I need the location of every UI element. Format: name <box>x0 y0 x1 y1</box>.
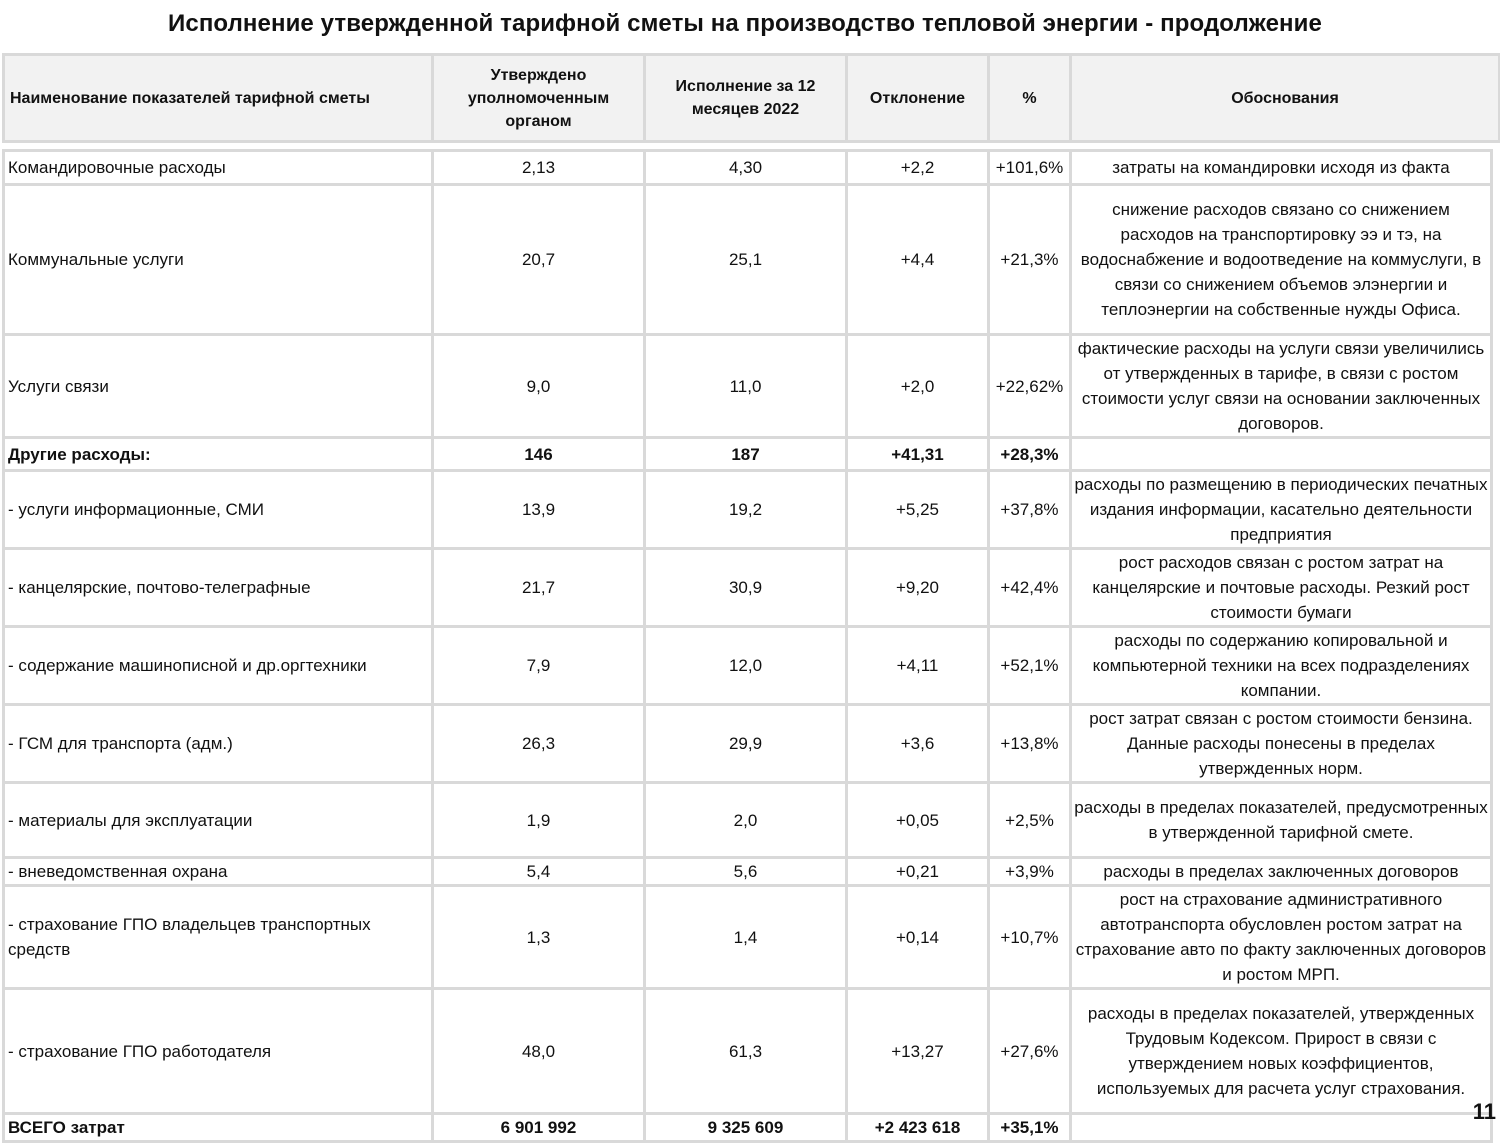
row-deviation: +0,05 <box>847 783 989 858</box>
row-deviation: +2 423 618 <box>847 1114 989 1142</box>
page-title: Исполнение утвержденной тарифной сметы на производство тепловой энергии - продолжение <box>168 10 1322 37</box>
row-actual: 12,0 <box>645 627 847 705</box>
row-deviation: +4,4 <box>847 185 989 335</box>
row-approved: 5,4 <box>433 858 645 886</box>
table-row <box>4 989 1492 1114</box>
row-actual: 4,30 <box>645 151 847 185</box>
row-actual: 25,1 <box>645 185 847 335</box>
page-number: 11 <box>1472 1099 1496 1124</box>
row-name: Коммунальные услуги <box>4 185 433 335</box>
row-basis: расходы в пределах показателей, предусмотренных в утвержденной тарифной смете. <box>1071 783 1492 858</box>
row-actual: 9 325 609 <box>645 1114 847 1142</box>
row-basis: рост затрат связан с ростом стоимости бензина. Данные расходы понесены в пределах утвержденных норм. <box>1071 705 1492 783</box>
row-basis: расходы по содержанию копировальной и компьютерной техники на всех подразделениях компании. <box>1071 627 1492 705</box>
row-name: - вневедомственная охрана <box>4 858 433 886</box>
row-deviation: +13,27 <box>847 989 989 1114</box>
row-basis: расходы в пределах заключенных договоров <box>1071 858 1492 886</box>
header-approved: Утверждено уполномоченным органом <box>433 55 645 142</box>
row-name: Командировочные расходы <box>4 151 433 185</box>
row-basis: расходы по размещению в периодических печатных издания информации, касательно деятельности предприятия <box>1071 471 1492 549</box>
row-percent: +10,7% <box>989 886 1071 989</box>
row-percent: +35,1% <box>989 1114 1071 1142</box>
row-actual: 19,2 <box>645 471 847 549</box>
row-deviation: +4,11 <box>847 627 989 705</box>
row-deviation: +5,25 <box>847 471 989 549</box>
row-name: - страхование ГПО владельцев транспортных средств <box>4 886 433 989</box>
row-percent: +42,4% <box>989 549 1071 627</box>
table-row <box>4 151 1492 185</box>
row-name: - услуги информационные, СМИ <box>4 471 433 549</box>
row-approved: 13,9 <box>433 471 645 549</box>
row-approved: 6 901 992 <box>433 1114 645 1142</box>
row-basis: рост на страхование административного автотранспорта обусловлен ростом затрат на страхование авто по факту заключенных договоров и ростом МРП. <box>1071 886 1492 989</box>
row-name: ВСЕГО затрат <box>4 1114 433 1142</box>
row-name: - содержание машинописной и др.оргтехники <box>4 627 433 705</box>
row-percent: +28,3% <box>989 438 1071 471</box>
row-percent: +27,6% <box>989 989 1071 1114</box>
row-percent: +21,3% <box>989 185 1071 335</box>
row-approved: 26,3 <box>433 705 645 783</box>
row-approved: 48,0 <box>433 989 645 1114</box>
row-name: Другие расходы: <box>4 438 433 471</box>
row-basis: рост расходов связан с ростом затрат на канцелярские и почтовые расходы. Резкий рост стоимости бумаги <box>1071 549 1492 627</box>
row-name: Услуги связи <box>4 335 433 438</box>
row-percent: +37,8% <box>989 471 1071 549</box>
row-approved: 7,9 <box>433 627 645 705</box>
row-basis <box>1071 438 1492 471</box>
row-approved: 146 <box>433 438 645 471</box>
row-percent: +101,6% <box>989 151 1071 185</box>
row-approved: 21,7 <box>433 549 645 627</box>
row-name: - канцелярские, почтово-телеграфные <box>4 549 433 627</box>
row-actual: 1,4 <box>645 886 847 989</box>
table-row <box>4 438 1492 471</box>
row-deviation: +3,6 <box>847 705 989 783</box>
table-row <box>4 471 1492 549</box>
row-basis <box>1071 1114 1492 1142</box>
row-deviation: +2,2 <box>847 151 989 185</box>
header-name: Наименование показателей тарифной сметы <box>4 55 433 142</box>
table-row-total <box>4 1114 1492 1142</box>
row-approved: 9,0 <box>433 335 645 438</box>
row-deviation: +9,20 <box>847 549 989 627</box>
table-row <box>4 549 1492 627</box>
header-basis: Обоснования <box>1071 55 1500 142</box>
row-name: - материалы для эксплуатации <box>4 783 433 858</box>
row-percent: +22,62% <box>989 335 1071 438</box>
row-approved: 1,9 <box>433 783 645 858</box>
row-approved: 2,13 <box>433 151 645 185</box>
row-actual: 61,3 <box>645 989 847 1114</box>
header-deviation: Отклонение <box>847 55 989 142</box>
table-row <box>4 627 1492 705</box>
row-name: - страхование ГПО работодателя <box>4 989 433 1114</box>
row-deviation: +41,31 <box>847 438 989 471</box>
row-actual: 187 <box>645 438 847 471</box>
row-basis: фактические расходы на услуги связи увеличились от утвержденных в тарифе, в связи с ростом стоимости услуг связи на основании заключенных договоров. <box>1071 335 1492 438</box>
row-deviation: +0,14 <box>847 886 989 989</box>
row-actual: 2,0 <box>645 783 847 858</box>
row-basis: затраты на командировки исходя из факта <box>1071 151 1492 185</box>
table-header <box>2 53 1500 143</box>
row-actual: 29,9 <box>645 705 847 783</box>
row-actual: 11,0 <box>645 335 847 438</box>
row-deviation: +0,21 <box>847 858 989 886</box>
row-basis: расходы в пределах показателей, утвержденных Трудовым Кодексом. Прирост в связи с утверждением новых коэффициентов, используемых для расчета услуг страхования. <box>1071 989 1492 1114</box>
row-percent: +2,5% <box>989 783 1071 858</box>
table-row <box>4 858 1492 886</box>
row-percent: +13,8% <box>989 705 1071 783</box>
header-percent: % <box>989 55 1071 142</box>
row-approved: 1,3 <box>433 886 645 989</box>
row-name: - ГСМ для транспорта (адм.) <box>4 705 433 783</box>
table-row <box>4 335 1492 438</box>
data-table <box>2 149 1493 1143</box>
row-approved: 20,7 <box>433 185 645 335</box>
table-row <box>4 783 1492 858</box>
row-percent: +52,1% <box>989 627 1071 705</box>
header-actual: Исполнение за 12 месяцев 2022 <box>645 55 847 142</box>
table-row <box>4 705 1492 783</box>
row-percent: +3,9% <box>989 858 1071 886</box>
row-actual: 30,9 <box>645 549 847 627</box>
row-actual: 5,6 <box>645 858 847 886</box>
row-basis: снижение расходов связано со снижением расходов на транспортировку ээ и тэ, на водоснабжение и водоотведение на коммуслуги, в связи со снижением объемов элэнергии и теплоэнергии на собственные нужды Офиса. <box>1071 185 1492 335</box>
table-row <box>4 185 1492 335</box>
table-row <box>4 886 1492 989</box>
row-deviation: +2,0 <box>847 335 989 438</box>
